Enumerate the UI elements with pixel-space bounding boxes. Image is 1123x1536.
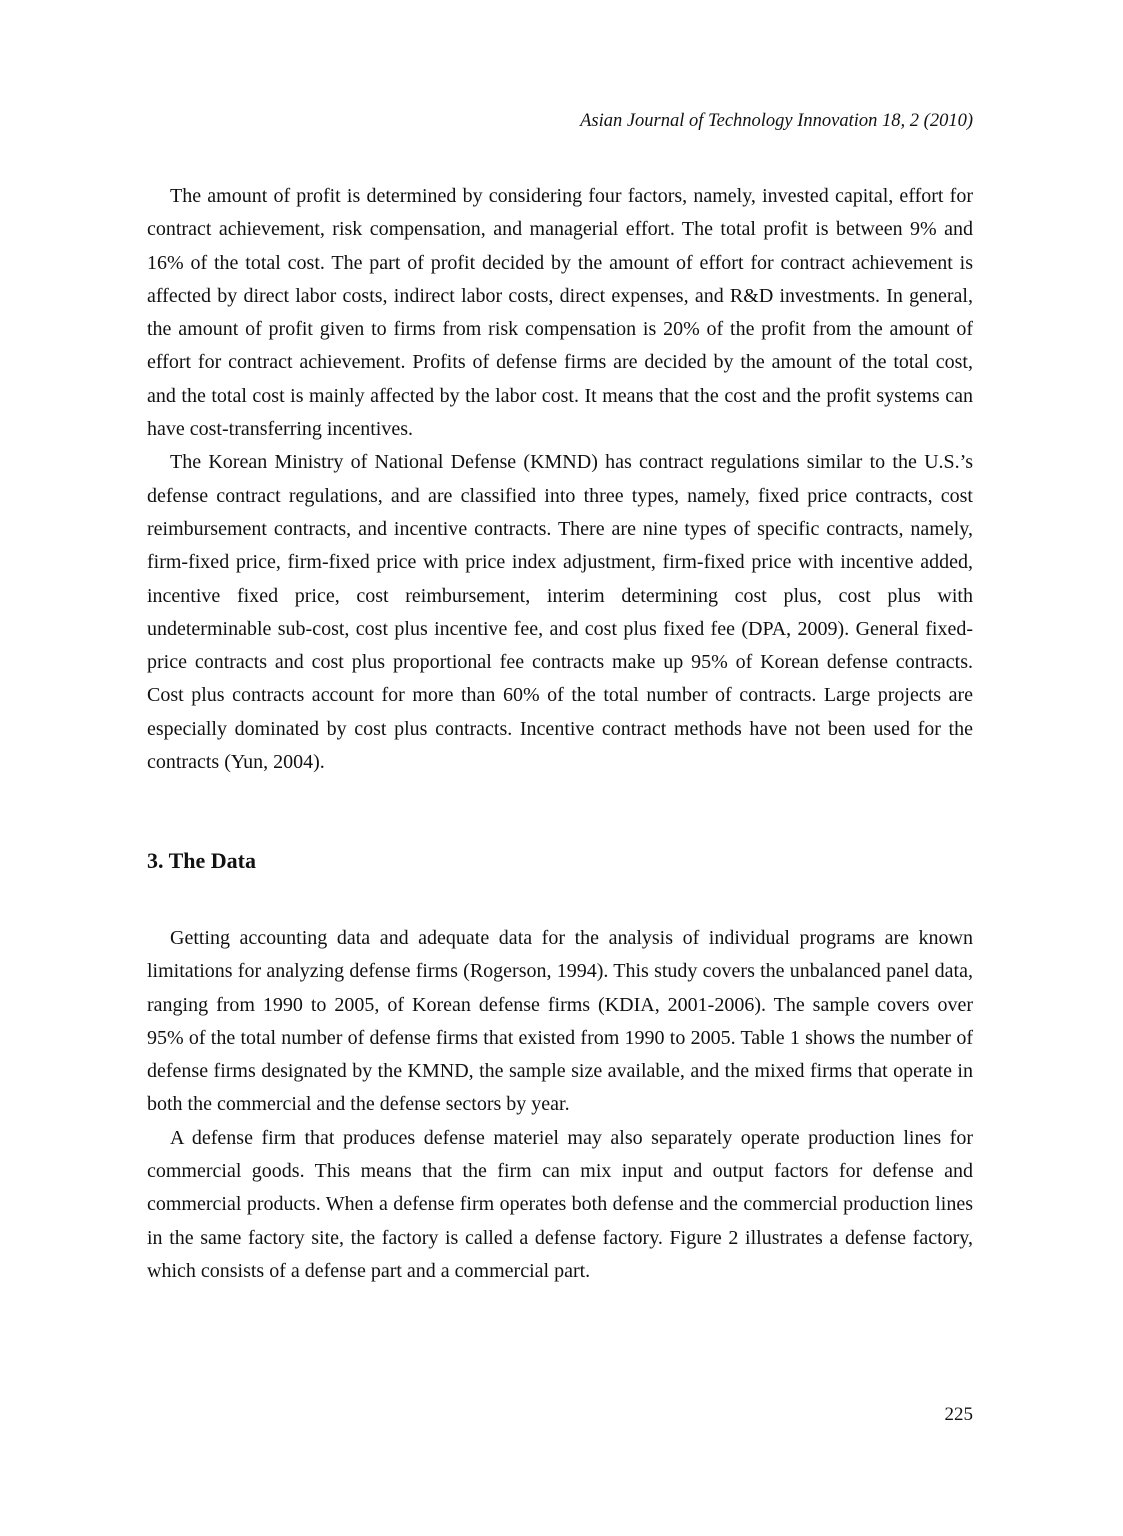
body-text-after-section: [147, 922, 973, 1288]
paragraph-kmnd-contracts: The Korean Ministry of National Defense (KMND) has contract regulations similar to the U.S.’s defense contract regulations, and are classified into three types, namely, fixed price contracts, cost reimbursement contracts, and incentive contracts. There are nine types of specific contracts, namely, firm-fixed price, firm-fixed price with price index adjustment, firm-fixed price with incentive added, incentive fixed price, cost reimbursement, interim determining cost plus, cost plus with undeterminable sub-cost, cost plus incentive fee, and cost plus fixed fee (DPA, 2009). General fixed-price contracts and cost plus proportional fee contracts make up 95% of Korean defense contracts. Cost plus contracts account for more than 60% of the total number of contracts. Large projects are especially dominated by cost plus contracts. Incentive contract methods have not been used for the contracts (Yun, 2004).: [147, 451, 973, 774]
paragraph-defense-factory: A defense firm that produces defense materiel may also separately operate production lines for commercial goods. This means that the firm can mix input and output factors for defense and commercial products. When a defense firm operates both defense and the commercial production lines in the same factory site, the factory is called a defense factory. Figure 2 illustrates a defense factory, which consists of a defense part and a commercial part.: [147, 1126, 973, 1282]
paragraph-profit-factors: The amount of profit is determined by considering four factors, namely, invested capital, effort for contract achievement, risk compensation, and managerial effort. The total profit is between 9% and 16% of the total cost. The part of profit decided by the amount of effort for contract achievement is affected by direct labor costs, indirect labor costs, direct expenses, and R&D investments. In general, the amount of profit given to firms from risk compensation is 20% of the profit from the amount of effort for contract achievement. Profits of defense firms are decided by the amount of the total cost, and the total cost is mainly affected by the labor cost. It means that the cost and the profit systems can have cost-transferring incentives.: [147, 185, 973, 441]
section-heading: 3. The Data: [147, 848, 256, 873]
page-number: 225: [944, 1404, 973, 1425]
paragraph-data-sample: Getting accounting data and adequate data for the analysis of individual programs are known limitations for analyzing defense firms (Rogerson, 1994). This study covers the unbalanced panel data, ranging from 1990 to 2005, of Korean defense firms (KDIA, 2001-2006). The sample covers over 95% of the total number of defense firms that existed from 1990 to 2005. Table 1 shows the number of defense firms designated by the KMND, the sample size available, and the mixed firms that operate in both the commercial and the defense sectors by year.: [147, 927, 973, 1116]
running-header: Asian Journal of Technology Innovation 18, 2 (2010): [580, 111, 973, 131]
body-text-before-section: [147, 180, 973, 779]
